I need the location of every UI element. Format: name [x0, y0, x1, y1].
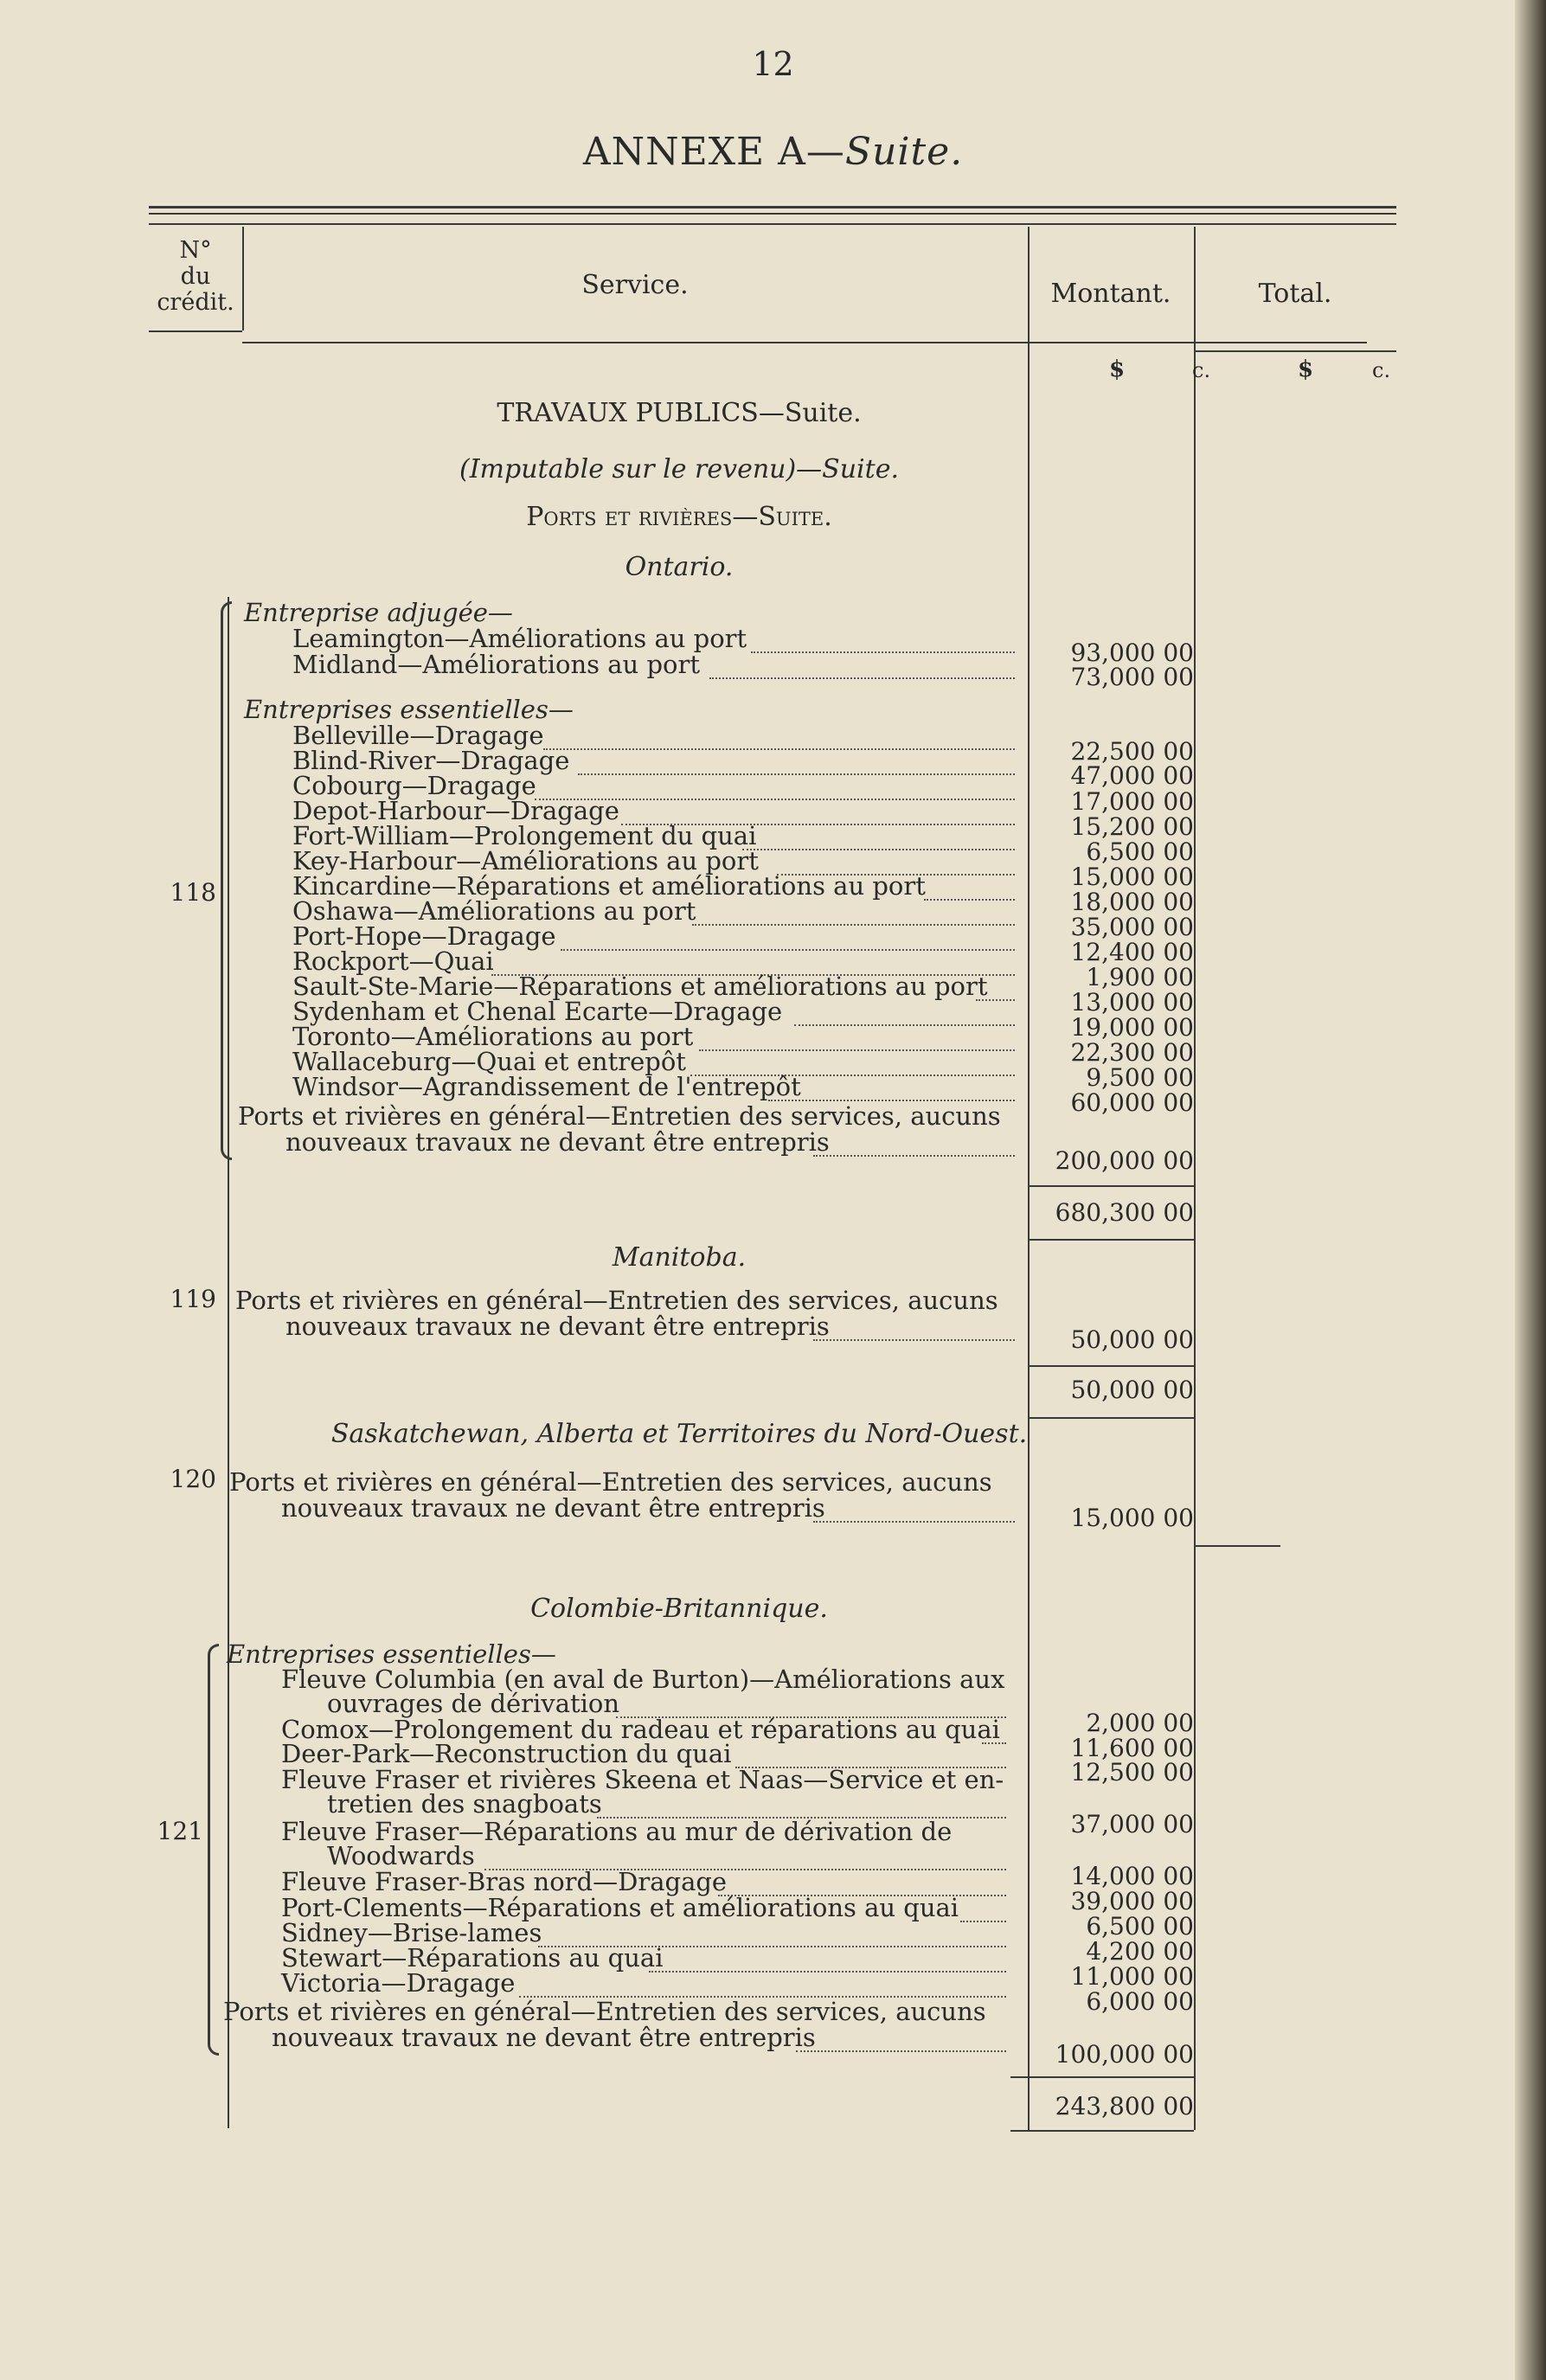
colombie-general-line2: nouveaux travaux ne devant être entrepris: [272, 2023, 816, 2052]
ontario-item-14: Wallaceburg—Quai et entrepôt: [292, 1047, 686, 1076]
ontario-amount-12: 19,000 00: [1070, 1013, 1194, 1042]
montant-cents-label: c.: [1192, 358, 1211, 382]
colombie-amount-10: 6,000 00: [1086, 1987, 1194, 2016]
credit-number-119: 119: [170, 1285, 216, 1313]
leader-dots: [649, 1970, 1006, 1973]
header-credit-line2: du: [180, 263, 211, 290]
colombie-amount-9: 11,000 00: [1070, 1962, 1194, 1991]
credit-number-121: 121: [157, 1817, 203, 1845]
manitoba-total-rule: [1028, 1365, 1194, 1367]
ontario-amount-14: 9,500 00: [1086, 1063, 1194, 1092]
leader-dots: [794, 1023, 1015, 1026]
page-number: 12: [752, 45, 794, 83]
colombie-amount-6: 39,000 00: [1070, 1887, 1194, 1915]
header-credit: [149, 238, 242, 316]
ontario-amount-13: 22,300 00: [1070, 1038, 1194, 1067]
colombie-item-6: Fleuve Fraser-Bras nord—Dragage: [281, 1867, 728, 1896]
ontario-adjugee-amount-2: 73,000 00: [1070, 663, 1194, 691]
heading-travaux-publics: TRAVAUX PUBLICS—Suite.: [497, 398, 862, 428]
ontario-amount-2: 47,000 00: [1070, 761, 1194, 790]
colombie-item-7: Port-Clements—Réparations et améliorations au quai: [281, 1893, 959, 1922]
brace-121: [208, 1644, 219, 2056]
ontario-item-7: Kincardine—Réparations et améliorations au port: [292, 871, 926, 901]
ontario-adjugee-item-1: Leamington—Améliorations au port: [292, 624, 747, 653]
header-montant: Montant.: [1050, 279, 1171, 309]
leader-dots: [813, 1520, 1015, 1523]
ontario-amount-15: 60,000 00: [1070, 1088, 1194, 1117]
header-service: Service.: [581, 270, 689, 300]
ontario-item-6: Key-Harbour—Améliorations au port: [292, 846, 759, 876]
colombie-item-5-line2: Woodwards: [327, 1841, 475, 1870]
total-dollar-sign: $: [1298, 356, 1314, 382]
colombie-amount-3: 12,500 00: [1070, 1758, 1194, 1787]
colombie-total-rule: [1010, 2076, 1194, 2078]
ontario-amount-7: 18,000 00: [1070, 888, 1194, 916]
colombie-general-line1: Ports et rivières en général—Entretien des services, aucuns: [223, 1997, 986, 2026]
ontario-amount-6: 15,000 00: [1070, 863, 1194, 891]
ontario-item-3: Cobourg—Dragage: [292, 771, 536, 800]
ontario-amount-3: 17,000 00: [1070, 787, 1194, 816]
title-suffix: Suite.: [844, 130, 964, 174]
leader-dots: [982, 1742, 1006, 1744]
ontario-amount-1: 22,500 00: [1070, 737, 1194, 766]
colombie-item-1-line2: ouvrages de dérivation: [327, 1689, 620, 1718]
header-rule-top-2: [149, 213, 1396, 215]
ontario-amount-4: 15,200 00: [1070, 812, 1194, 841]
colombie-amount-4: 37,000 00: [1070, 1810, 1194, 1838]
credit-number-118: 118: [170, 878, 216, 907]
header-rule-credit: [149, 330, 242, 332]
ontario-adjugee-label: Entreprise adjugée—: [244, 598, 513, 627]
manitoba-amount: 50,000 00: [1070, 1325, 1194, 1354]
colombie-item-1-line1: Fleuve Columbia (en aval de Burton)—Améliorations aux: [281, 1665, 1005, 1694]
leader-dots: [924, 898, 1015, 901]
header-rule-top: [149, 206, 1396, 208]
ontario-item-10: Rockport—Quai: [292, 946, 494, 976]
heading-colombie: Colombie-Britannique.: [530, 1594, 828, 1624]
ontario-total-rule-bottom: [1028, 1239, 1194, 1241]
leader-dots: [751, 651, 1015, 653]
leader-dots: [796, 2050, 1006, 2052]
manitoba-line1: Ports et rivières en général—Entretien des services, aucuns: [235, 1286, 998, 1315]
ontario-item-12: Sydenham et Chenal Ecarte—Dragage: [292, 997, 783, 1026]
ontario-item-1: Belleville—Dragage: [292, 721, 544, 750]
colombie-item-4-line1: Fleuve Fraser et rivières Skeena et Naas—Service et en-: [281, 1765, 1004, 1794]
heading-manitoba: Manitoba.: [612, 1242, 747, 1273]
colombie-total: 243,800 00: [1055, 2092, 1194, 2120]
colombie-amount-1: 2,000 00: [1086, 1709, 1194, 1737]
leader-dots: [709, 677, 1015, 679]
ontario-item-11: Sault-Ste-Marie—Réparations et améliorations au port: [292, 972, 988, 1001]
leader-dots: [699, 1049, 1015, 1051]
colombie-item-5-line1: Fleuve Fraser—Réparations au mur de dérivation de: [281, 1817, 953, 1846]
ontario-amount-5: 6,500 00: [1086, 837, 1194, 866]
brace-118: [221, 601, 232, 1160]
header-rule-top-3: [149, 223, 1396, 225]
colombie-amount-5: 14,000 00: [1070, 1862, 1194, 1890]
header-total: Total.: [1258, 279, 1332, 309]
manitoba-total: 50,000 00: [1070, 1376, 1194, 1404]
column-rule-total: [1194, 227, 1196, 2130]
heading-saskatchewan: Saskatchewan, Alberta et Territoires du Nord-Ouest.: [330, 1419, 1028, 1449]
ontario-general-line1: Ports et rivières en général—Entretien des services, aucuns: [238, 1101, 1001, 1131]
ontario-item-13: Toronto—Améliorations au port: [292, 1022, 694, 1051]
ontario-item-15: Windsor—Agrandissement de l'entrepôt: [292, 1072, 801, 1101]
colombie-general-amount: 100,000 00: [1055, 2040, 1194, 2069]
ontario-amount-10: 1,900 00: [1086, 963, 1194, 991]
page-title: [0, 130, 1546, 174]
colombie-item-9: Stewart—Réparations au quai: [281, 1943, 664, 1973]
leader-dots: [561, 948, 1015, 951]
header-credit-line1: N°: [179, 237, 212, 264]
colombie-item-10: Victoria—Dragage: [281, 1968, 516, 1998]
saskatchewan-total-rule: [1194, 1545, 1280, 1547]
colombie-item-4-line2: tretien des snagboats: [327, 1789, 602, 1819]
heading-ports-rivieres: Ports et rivières—Suite.: [526, 502, 832, 532]
leader-dots: [976, 998, 1015, 1001]
leader-dots: [813, 1154, 1015, 1157]
colombie-item-3: Deer-Park—Reconstruction du quai: [281, 1739, 732, 1768]
ontario-general-line2: nouveaux travaux ne devant être entrepris: [285, 1127, 830, 1157]
ontario-amount-8: 35,000 00: [1070, 913, 1194, 941]
colombie-amount-8: 4,200 00: [1086, 1937, 1194, 1966]
montant-dollar-sign: $: [1109, 356, 1126, 382]
saskatchewan-amount: 15,000 00: [1070, 1504, 1194, 1532]
ontario-amount-11: 13,000 00: [1070, 988, 1194, 1017]
title-main: ANNEXE A—: [582, 130, 845, 174]
ontario-item-2: Blind-River—Dragage: [292, 746, 570, 775]
page-edge-shadow: [1515, 0, 1546, 2380]
colombie-amount-7: 6,500 00: [1086, 1912, 1194, 1941]
saskatchewan-line1: Ports et rivières en général—Entretien des services, aucuns: [229, 1467, 992, 1497]
ontario-total: 680,300 00: [1055, 1198, 1194, 1227]
leader-dots: [960, 1920, 1006, 1922]
heading-imputable: (Imputable sur le revenu)—Suite.: [459, 454, 899, 484]
ontario-item-8: Oshawa—Améliorations au port: [292, 896, 696, 926]
ontario-item-5: Fort-William—Prolongement du quai: [292, 821, 757, 850]
manitoba-line2: nouveaux travaux ne devant être entrepris: [285, 1312, 830, 1341]
ontario-adjugee-amount-1: 93,000 00: [1070, 638, 1194, 667]
colombie-item-2: Comox—Prolongement du radeau et réparations au quai: [281, 1715, 1000, 1744]
colombie-total-rule-bottom: [1010, 2130, 1194, 2132]
ontario-amount-9: 12,400 00: [1070, 938, 1194, 966]
saskatchewan-line2: nouveaux travaux ne devant être entrepris: [281, 1493, 825, 1523]
ontario-item-4: Depot-Harbour—Dragage: [292, 796, 619, 825]
ontario-adjugee-item-2: Midland—Améliorations au port: [292, 650, 700, 679]
header-credit-line3: crédit.: [157, 289, 234, 316]
leader-dots: [742, 848, 1015, 850]
credit-number-120: 120: [170, 1465, 216, 1493]
colombie-amount-2: 11,600 00: [1070, 1734, 1194, 1762]
ontario-general-amount: 200,000 00: [1055, 1146, 1194, 1175]
header-rule-service: [242, 342, 1367, 343]
header-rule-total: [1194, 350, 1396, 352]
leader-dots: [692, 923, 1015, 926]
ontario-item-9: Port-Hope—Dragage: [292, 921, 556, 951]
colombie-essentielles-label: Entreprises essentielles—: [227, 1639, 556, 1669]
leader-dots: [543, 747, 1015, 750]
ontario-total-rule: [1028, 1185, 1194, 1187]
ontario-essentielles-label: Entreprises essentielles—: [244, 695, 574, 724]
leader-dots: [813, 1338, 1015, 1341]
heading-ontario: Ontario.: [625, 552, 734, 582]
total-cents-label: c.: [1372, 358, 1391, 382]
leader-dots: [578, 773, 1015, 775]
colombie-item-8: Sidney—Brise-lames: [281, 1918, 542, 1947]
